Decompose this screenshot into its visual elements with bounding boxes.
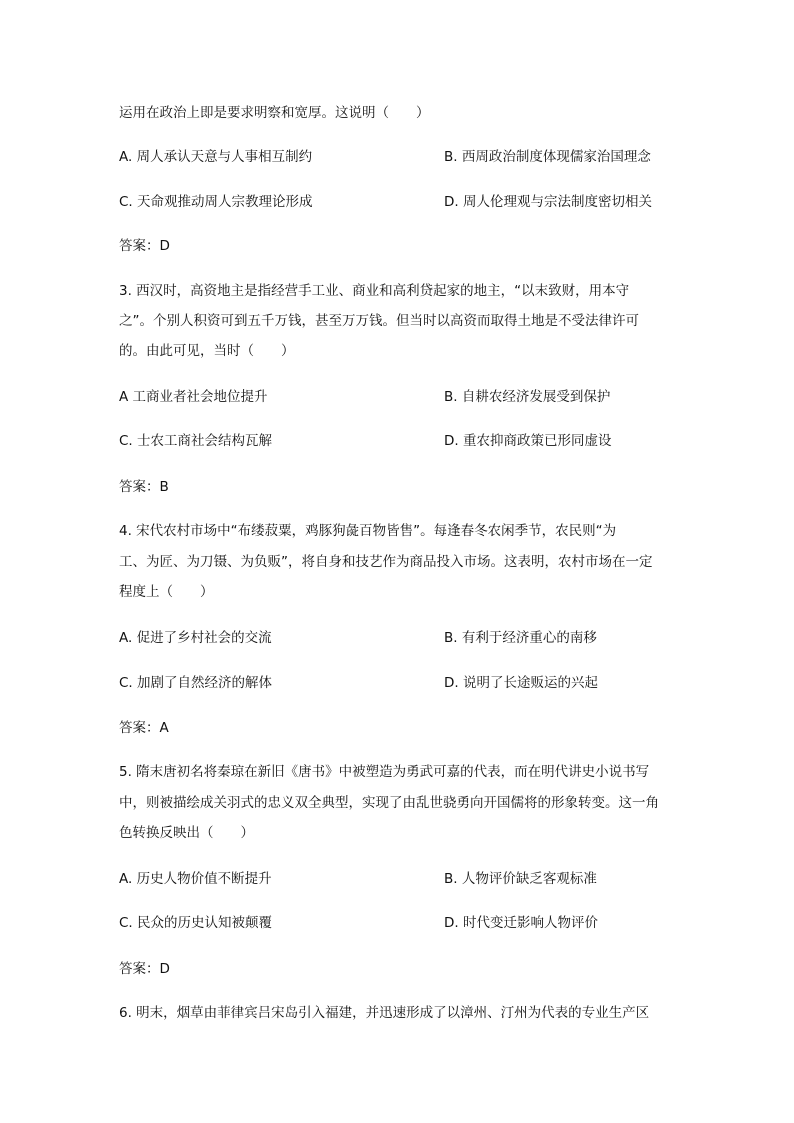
q2-option-d: D. 周人伦理观与宗法制度密切相关 — [444, 194, 652, 210]
q5-stem-line-3: 色转换反映出（ ） — [119, 825, 254, 841]
q2-option-b: B. 西周政治制度体现儒家治国理念 — [444, 149, 651, 165]
q5-answer: 答案：D — [119, 961, 170, 977]
q4-stem-line-3: 程度上（ ） — [119, 584, 214, 600]
q4-option-c: C. 加剧了自然经济的解体 — [119, 675, 273, 691]
q5-option-c: C. 民众的历史认知被颠覆 — [119, 915, 273, 931]
q4-stem-line-1: 4. 宋代农村市场中“布缕菽粟，鸡豚狗彘百物皆售”。每逢春冬农闲季节，农民则“为 — [119, 523, 617, 539]
q5-stem-line-1: 5. 隋末唐初名将秦琼在新旧《唐书》中被塑造为勇武可嘉的代表，而在明代讲史小说书写 — [119, 764, 650, 780]
question-2-stem-tail: 运用在政治上即是要求明察和宽厚。这说明（ ） — [119, 105, 430, 121]
q3-stem-line-1: 3. 西汉时，高资地主是指经营手工业、商业和高利贷起家的地主，“以末致财，用本守 — [119, 283, 630, 299]
q6-stem-line-1: 6. 明末，烟草由菲律宾吕宋岛引入福建，并迅速形成了以漳州、汀州为代表的专业生产区 — [119, 1005, 650, 1021]
q4-option-b: B. 有利于经济重心的南移 — [444, 630, 597, 646]
q2-option-a: A. 周人承认天意与人事相互制约 — [119, 149, 313, 165]
q4-option-d: D. 说明了长途贩运的兴起 — [444, 675, 598, 691]
q3-stem-line-2: 之”。个别人积资可到五千万钱，甚至万万钱。但当时以高资而取得土地是不受法律许可 — [119, 313, 639, 329]
q3-option-b: B. 自耕农经济发展受到保护 — [444, 389, 611, 405]
q5-option-a: A. 历史人物价值不断提升 — [119, 871, 272, 887]
q4-stem-line-2: 工、为匠、为刀镊、为负贩”，将自身和技艺作为商品投入市场。这表明，农村市场在一定 — [119, 554, 653, 570]
q5-stem-line-2: 中，则被描绘成关羽式的忠义双全典型，实现了由乱世骁勇向开国儒将的形象转变。这一角 — [119, 795, 659, 811]
q3-stem-line-3: 的。由此可见，当时（ ） — [119, 343, 295, 359]
q3-option-a: A 工商业者社会地位提升 — [119, 389, 268, 405]
q3-option-c: C. 士农工商社会结构瓦解 — [119, 433, 273, 449]
q4-answer: 答案：A — [119, 720, 169, 736]
q3-option-d: D. 重农抑商政策已形同虚设 — [444, 433, 612, 449]
q5-option-b: B. 人物评价缺乏客观标准 — [444, 871, 597, 887]
q4-option-a: A. 促进了乡村社会的交流 — [119, 630, 272, 646]
q3-answer: 答案：B — [119, 479, 169, 495]
q5-option-d: D. 时代变迁影响人物评价 — [444, 915, 598, 931]
q2-option-c: C. 天命观推动周人宗教理论形成 — [119, 194, 313, 210]
q2-answer: 答案：D — [119, 238, 170, 254]
